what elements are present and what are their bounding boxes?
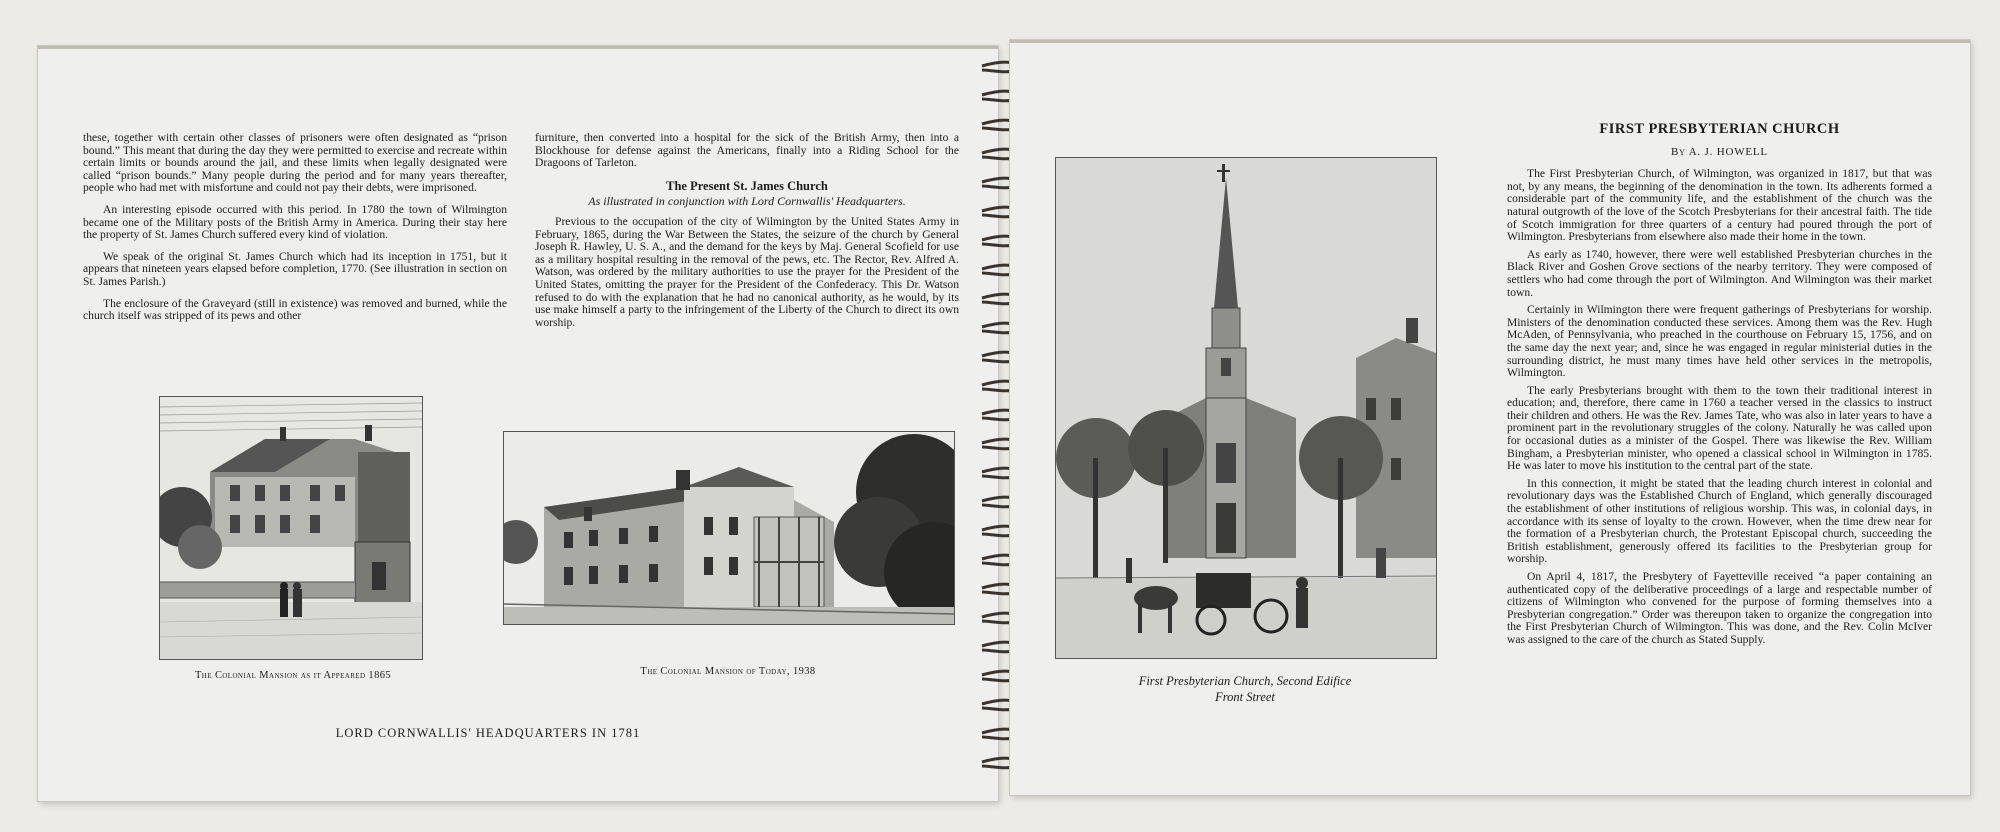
left-page	[38, 46, 998, 801]
page-title: FIRST PRESBYTERIAN CHURCH	[1599, 121, 1840, 137]
paragraph: furniture, then converted into a hospital for the sick of the British Army, then into a Blockhouse for defense against the Americans, finally into a Riding School for the Dragoons of Tarleton.	[535, 131, 959, 170]
caption-1865: The Colonial Mansion as it Appeared 1865	[194, 670, 392, 681]
first-presbyterian-church-engraving	[1055, 157, 1437, 659]
paragraph: Previous to the occupation of the city of Wilmington by the United States Army in February, 1865, during the War Between the States, the seizure of the church by General Joseph R. Hawley, U. S. A., and the demand for the keys by Maj. General Scofield for use as a military hospital resulting in the removal of the pews, etc. The Rector, Rev. Alfred A. Watson, was ordered by the military authorities to use the prayer for the President of the United States, omitting the prayer for the President of the Confederacy. This Dr. Watson refused to do with the explanation that he had no canonical authority, as he would, by its use make himself a party to the infringement of the Liberty of the Church to direct its own worship.	[535, 214, 959, 329]
right-page	[1010, 40, 1970, 795]
paragraph: An interesting episode occurred with this period. In 1780 the town of Wilmington became one of the Military posts of the British Army in America. During their stay here the property of St. James Church suffered every kind of violation.	[83, 202, 507, 242]
left-column-2	[535, 132, 959, 338]
paragraph: these, together with certain other classes of prisoners were often designated as “prison bound.” This meant that during the day they were permitted to exercise and recreate within certain limits or bounds around the jail, and these limits when legally designated were called “prison bounds.” Many people during the period and for many years thereafter, people who had met with misfortune and could not pay their debts, were imprisoned.	[83, 131, 507, 195]
paragraph: We speak of the original St. James Church which had its inception in 1751, but it appears that nineteen years elapsed before completion, 1770. (See illustration in section on St. James Parish.)	[83, 249, 507, 288]
page-footer: LORD CORNWALLIS' HEADQUARTERS IN 1781	[335, 726, 641, 740]
paragraph: The enclosure of the Graveyard (still in existence) was removed and burned, while the church itself was stripped of its pews and other	[83, 296, 507, 323]
paragraph: The First Presbyterian Church, of Wilmington, was organized in 1817, but that was not, by any means, the beginning of the denomination in the town. Its adherents formed a considerable part of the community life, and the establishment of the church was the natural outgrowth of the love of the Scotch Presbyterians for their ancestral faith. The tide of Scotch immigration for three quarters of a century had poured through the port of Wilmington. Presbyterians from elsewhere also made their home in the town.	[1507, 167, 1932, 244]
section-subheading: As illustrated in conjunction with Lord Cornwallis' Headquarters.	[588, 194, 906, 209]
paragraph: The early Presbyterians brought with them to the town their traditional interest in education; and, therefore, there came in 1760 a teacher versed in the classics to instruct their children and others. He was the Rev. James Tate, who was also in later years to have a prominent part in the revolutionary struggles of the colony. Naturally he was called upon for occasional duties as a minister of the Gospel. There was likewise the Rev. William Bingham, a Presbyterian minister, who opened a classical school in Wilmington in 1785. He was later to move his institution to the central part of the state.	[1507, 383, 1932, 473]
left-column-1	[83, 132, 507, 332]
church-caption	[1055, 673, 1435, 705]
church-caption-line-2: Front Street	[1215, 690, 1275, 704]
section-heading: The Present St. James Church	[666, 178, 828, 193]
church-caption-line-1: First Presbyterian Church, Second Edifice	[1138, 674, 1352, 688]
paragraph: On April 4, 1817, the Presbytery of Fayetteville received “a paper containing an authenticated copy of the deliberative proceedings of a large and respectable number of citizens of Wilmington who convened for the purpose of forming themselves into a Presbyterian congregation.” Order was thereupon taken to organize the congregation into the First Presbyterian Church of Wilmington. This was done, and the Rev. Colin McIver was assigned to the care of the church as Stated Supply.	[1507, 570, 1932, 646]
caption-1938: The Colonial Mansion of Today, 1938	[640, 666, 816, 677]
colonial-mansion-1865-engraving	[159, 396, 423, 660]
paragraph: As early as 1740, however, there were well established Presbyterian churches in the Black River and Goshen Grove sections of the nearby territory. They were composed of settlers who had come through the port of Wilmington. And Wilmington was their market town.	[1507, 247, 1932, 299]
paragraph: In this connection, it might be stated that the leading church interest in colonial and revolutionary days was the Established Church of England, which generally discouraged the establishment of other institutions of religious worship. This was, in colonial days, in accordance with its sense of loyalty to the crown. However, when the time drew near for the formation of a Presbyterian church, the Protestant Episcopal church, succeeding the British establishment, generously offered its facilities to the Presbyterian group for worship.	[1507, 476, 1932, 566]
colonial-mansion-1938-photo	[503, 431, 955, 625]
right-column	[1507, 123, 1932, 652]
author-byline: By A. J. HOWELL	[1671, 145, 1768, 158]
paragraph: Certainly in Wilmington there were frequent gatherings of Presbyterians for worship. Ministers of the denomination conducted these services. Among them was the Rev. Hugh McAden, of Pennsylvania, who preached in the courthouse on February 15, 1756, and on the same day the next year; and, since he was engaged in regular ministerial duties in the surrounding district, he must many times have held other services in the metropolis, Wilmington.	[1507, 303, 1932, 380]
